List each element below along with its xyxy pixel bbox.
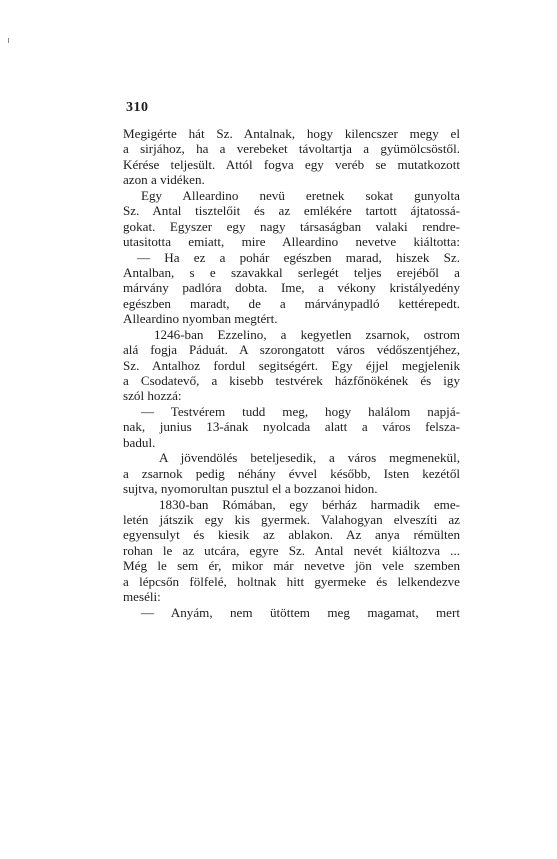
text-line: — Ha ez a pohár egészben marad, hiszek Sz. bbox=[137, 249, 460, 265]
text-line: Egy Alleardino nevü eretnek sokat gunyolta bbox=[141, 187, 460, 203]
text-line: 1830-ban Rómában, egy bérház harmadik eme- bbox=[159, 496, 460, 512]
text-line: egyensulyt és kiesik az ablakon. Az anya rémülten bbox=[123, 527, 460, 543]
text-line: sujtva, nyomorultan pusztul el a bozzanoi hidon. bbox=[123, 481, 378, 497]
text-line: alá fogja Páduát. A szorongatott város védőszentjéhez, bbox=[123, 342, 460, 358]
text-line: márvány padlóra dobta. Ime, a vékony kristályedény bbox=[123, 280, 460, 296]
body-text bbox=[123, 126, 460, 620]
text-line: gokat. Egyszer egy nagy társaságban valaki rendre- bbox=[123, 218, 460, 234]
text-line: letén játszik egy kis gyermek. Valahogyan elveszíti az bbox=[123, 511, 460, 527]
text-line: nak, junius 13-ának nyolcada alatt a város felsza- bbox=[123, 419, 460, 435]
text-line: Még le sem ér, mikor már nevetve jön vele szemben bbox=[123, 558, 460, 574]
text-line: rohan le az utcára, egyre Sz. Antal nevét kiáltozva ... bbox=[123, 542, 460, 558]
text-line: szól hozzá: bbox=[123, 388, 182, 404]
text-line: azon a vidéken. bbox=[123, 172, 205, 188]
text-line: Alleardino nyomban megtért. bbox=[123, 311, 278, 327]
text-line: Megigérte hát Sz. Antalnak, hogy kilencszer megy el bbox=[123, 126, 460, 141]
text-line: egészben maradt, de a márványpadló kettérepedt. bbox=[123, 295, 460, 311]
text-line: — Testvérem tudd meg, hogy halálom napjá- bbox=[141, 403, 460, 419]
margin-mark bbox=[8, 38, 9, 43]
text-line: meséli: bbox=[123, 589, 161, 605]
text-line: Kérése teljesült. Attól fogva egy veréb se mutatkozott bbox=[123, 156, 460, 172]
text-line: a zsarnok pedig néhány évvel később, Isten kezétől bbox=[123, 465, 460, 481]
text-line: A jövendölés beteljesedik, a város megmenekül, bbox=[159, 450, 460, 466]
page-number: 310 bbox=[126, 100, 149, 115]
text-line: Antalban, s e szavakkal serlegét teljes erejéből a bbox=[123, 264, 460, 280]
text-line: a Csodatevő, a kisebb testvérek házfőnökének és igy bbox=[123, 373, 460, 388]
text-line: 1246-ban Ezzelino, a kegyetlen zsarnok, ostrom bbox=[154, 326, 460, 342]
text-line: Sz. Antalhoz fordul segitségért. Egy éjjel megjelenik bbox=[123, 357, 460, 373]
text-line: Sz. Antal tisztelőit és az emlékére tartott ájtatossá- bbox=[123, 203, 460, 219]
text-line: a sirjához, ha a verebeket távoltartja a gyümölcsöstől. bbox=[123, 141, 460, 157]
text-line: — Anyám, nem ütöttem meg magamat, mert bbox=[141, 604, 460, 620]
text-line: badul. bbox=[123, 434, 156, 450]
text-line: a lépcsőn fölfelé, holtnak hitt gyermeke és lelkendezve bbox=[123, 573, 460, 589]
text-line: utasitotta emiatt, mire Alleardino nevetve kiáltotta: bbox=[123, 234, 460, 250]
